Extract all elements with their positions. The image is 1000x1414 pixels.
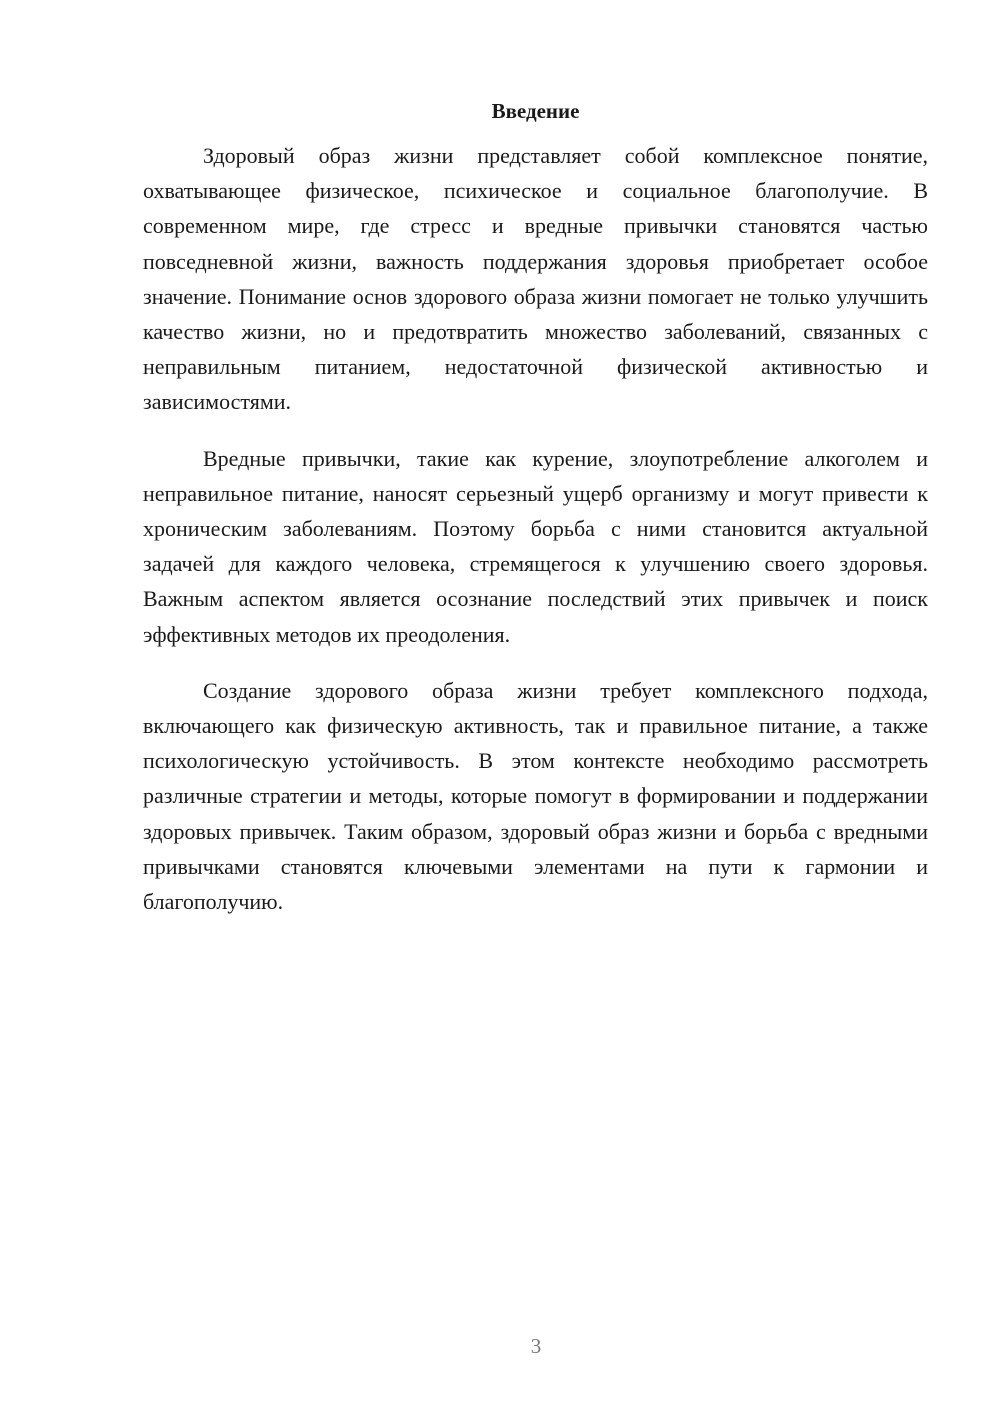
paragraph-2: Вредные привычки, такие как курение, злоупотребление алкоголем и неправильное питание, наносят серьезный ущерб организму и могут привести к хроническим заболеваниям. Поэтому борьба с ними становится актуальной задачей для каждого человека, стремящегося к улучшению своего здоровья. Важным аспектом является осознание последствий этих привычек и поиск эффективных методов их преодоления. — [143, 445, 928, 647]
paragraph-1: Здоровый образ жизни представляет собой комплексное понятие, охватывающее физическое, психическое и социальное благополучие. В современном мире, где стресс и вредные привычки становятся частью повседневной жизни, важность поддержания здоровья приобретает особое значение. Понимание основ здорового образа жизни помогает не только улучшить качество жизни, но и предотвратить множество заболеваний, связанных с неправильным питанием, недостаточной физической активностью и зависимостями. — [143, 143, 928, 415]
page-content — [143, 96, 928, 940]
section-title: Введение — [491, 99, 580, 123]
page-number: 3 — [530, 1334, 542, 1358]
paragraph-3: Создание здорового образа жизни требует комплексного подхода, включающего как физическую активность, так и правильное питание, а также психологическую устойчивость. В этом контексте необходимо рассмотреть различные стратегии и методы, которые помогут в формировании и поддержании здоровых привычек. Таким образом, здоровый образ жизни и борьба с вредными привычками становятся ключевыми элементами на пути к гармонии и благополучию. — [143, 677, 928, 915]
